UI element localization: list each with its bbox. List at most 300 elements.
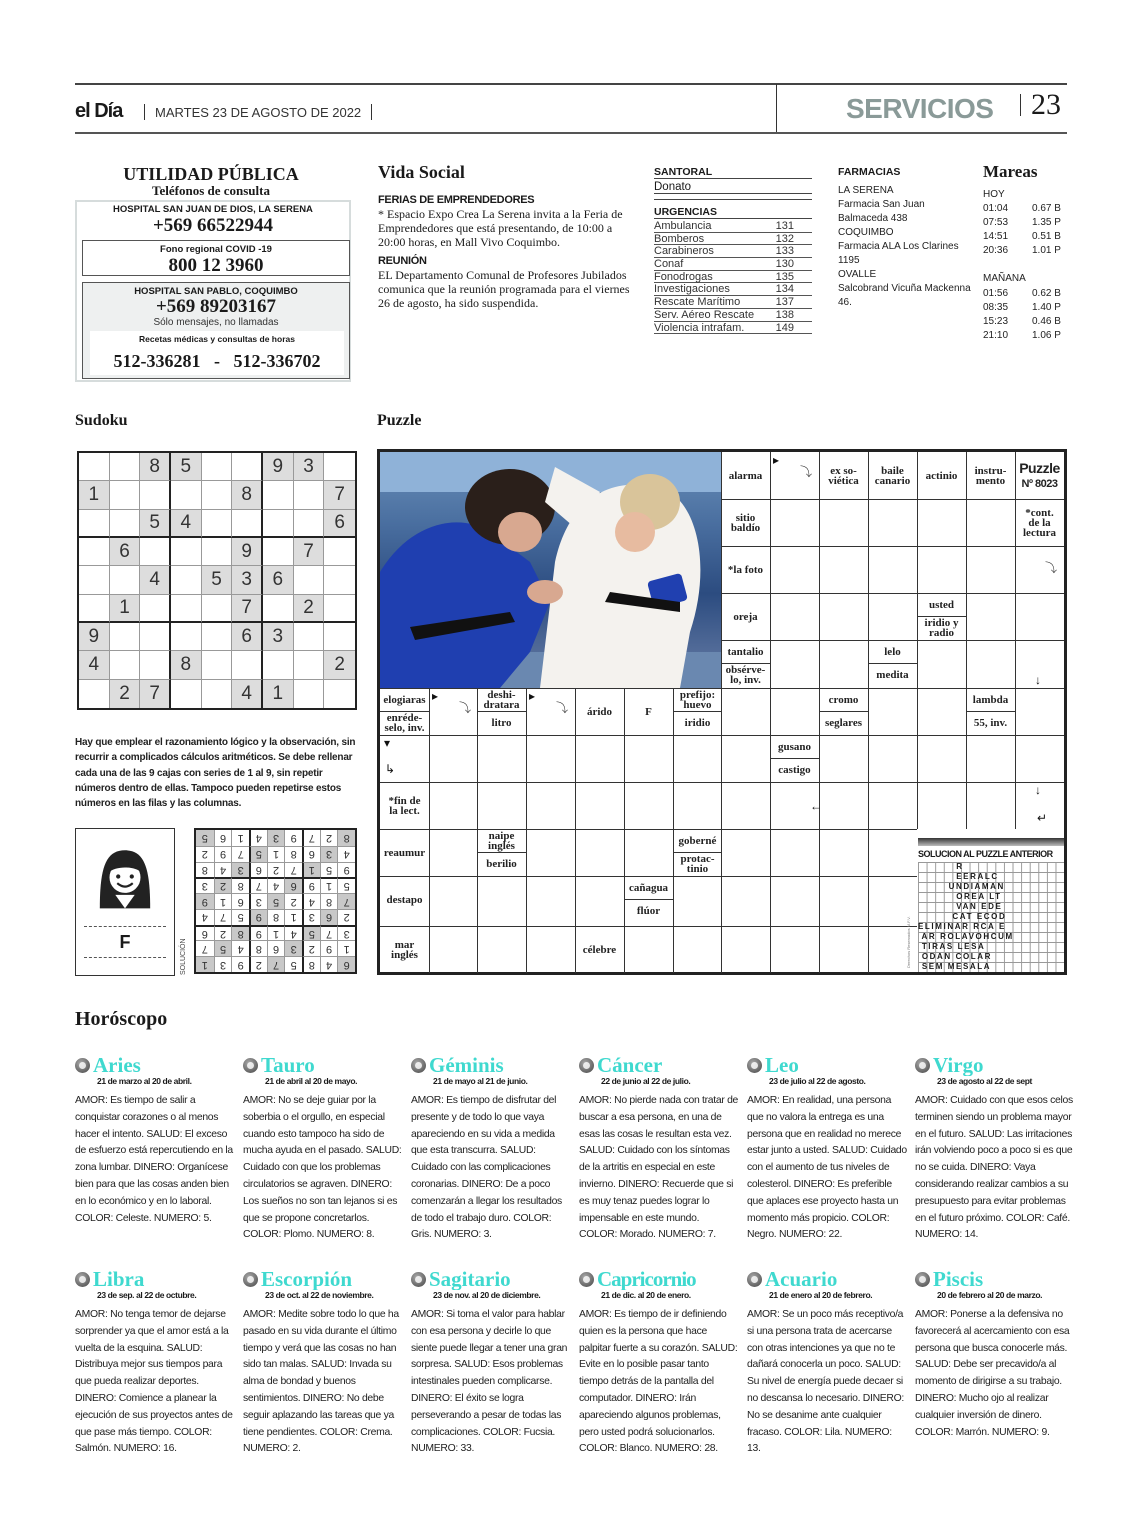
- solution-cell: 6: [267, 940, 285, 956]
- marea-value: 1.35 P: [1032, 217, 1061, 229]
- urgencia-name: Conaf: [654, 258, 684, 271]
- clue-celebre: célebre: [582, 943, 617, 956]
- solution-cell: 9: [284, 830, 302, 846]
- divider: [654, 199, 812, 200]
- marea-row: [983, 315, 1061, 329]
- solution-cell: 3: [320, 846, 338, 862]
- clue-lelo: lelo: [884, 646, 901, 658]
- solution-cell: 2: [320, 830, 338, 846]
- solution-cell: 1: [284, 909, 302, 925]
- sudoku-cell[interactable]: 4: [140, 566, 171, 594]
- covid-label: Fono regional COVID -19: [160, 244, 272, 255]
- clue-mar-ingles: mar inglés: [391, 938, 418, 961]
- urgencia-number: 137: [775, 296, 794, 309]
- sudoku-cell[interactable]: 1: [79, 481, 110, 509]
- hospital2-label: HOSPITAL SAN PABLO, COQUIMBO: [134, 286, 298, 297]
- marea-time: 15:23: [983, 315, 1009, 327]
- horoscope-sign: [579, 1268, 739, 1458]
- covid-phone: 800 12 3960: [168, 255, 264, 276]
- farmacia-line: Farmacia San Juan: [838, 199, 925, 210]
- sudoku-cell[interactable]: 9: [79, 623, 110, 651]
- sudoku-cell[interactable]: 9: [263, 453, 294, 481]
- vida-social-column: [378, 193, 634, 315]
- solution-cell: 9: [249, 925, 267, 941]
- sudoku-cell[interactable]: 7: [324, 481, 355, 509]
- sudoku-cell[interactable]: 3: [294, 453, 325, 481]
- sudoku-cell[interactable]: [202, 453, 233, 481]
- sudoku-cell[interactable]: [232, 453, 263, 481]
- marea-value: 0.67 B: [1032, 203, 1061, 215]
- urgencia-number: 132: [775, 232, 794, 245]
- sudoku-cell[interactable]: 2: [110, 680, 141, 708]
- sign-header: [747, 1054, 907, 1076]
- sudoku-cell[interactable]: 6: [232, 623, 263, 651]
- hospital1-phone: +569 66522944: [152, 215, 274, 236]
- sudoku-cell[interactable]: 2: [324, 651, 355, 679]
- clue-prefijo-huevo: prefijo: huevo: [679, 689, 716, 711]
- sudoku-cell[interactable]: [202, 680, 233, 708]
- sudoku-cell[interactable]: [79, 566, 110, 594]
- sign-dates: 23 de sep. al 22 de octubre.: [97, 1290, 197, 1300]
- sign-name: Capricornio: [597, 1268, 696, 1290]
- marea-row: [983, 202, 1061, 216]
- clue-cont-lectura: *cont. de la lectura: [1023, 506, 1056, 539]
- solution-cell: 7: [284, 862, 302, 878]
- sudoku-cell[interactable]: 4: [171, 510, 202, 538]
- hospital2-note: Sólo mensajes, no llamadas: [153, 317, 279, 328]
- grid-line: [429, 688, 430, 973]
- sign-header: [411, 1054, 571, 1076]
- clue-oreja: oreja: [733, 610, 758, 623]
- sudoku-cell[interactable]: [140, 481, 171, 509]
- arrow-down-icon: ▾: [384, 736, 391, 750]
- sign-text: AMOR: Cuidado con que esos celos terminen siendo un problema mayor en el futuro. SALUD: Las irritaciones irán volviendo poco a poco si es que no se cuida. DINERO: Vaya considerando realizar cambios a su presupuesto para evitar problemas en el futuro próximo. COLOR: Café. NUMERO: 14.: [915, 1095, 1073, 1241]
- solution-cell: 4: [231, 940, 249, 956]
- solution-cell: 8: [249, 940, 267, 956]
- clue-instrumento: instru- mento: [974, 464, 1007, 487]
- urgencia-number: 149: [775, 321, 794, 334]
- solution-cell: 4: [214, 862, 232, 878]
- farmacia-line: Farmacia ALA Los Clarines: [838, 241, 959, 252]
- solution-cell: 4: [249, 830, 267, 846]
- sudoku-cell[interactable]: 8: [140, 453, 171, 481]
- sign-name: Acuario: [765, 1268, 838, 1290]
- urgencia-name: Carabineros: [654, 245, 714, 258]
- sudoku-cell[interactable]: 6: [263, 566, 294, 594]
- solution-cell: 2: [267, 862, 285, 878]
- sign-dates: 21 de dic. al 20 de enero.: [601, 1290, 691, 1300]
- marea-time: 01:56: [983, 287, 1009, 299]
- header-divider: [776, 84, 777, 132]
- sign-name: Géminis: [429, 1054, 504, 1076]
- sudoku-cell[interactable]: [202, 651, 233, 679]
- sudoku-cell[interactable]: [171, 595, 202, 623]
- sudoku-cell[interactable]: [79, 453, 110, 481]
- solution-cell: 1: [267, 846, 285, 862]
- sudoku-cell[interactable]: 3: [263, 623, 294, 651]
- solution-cell: 1: [214, 893, 232, 909]
- puzzle-badge-number: Nº 8023: [1021, 478, 1058, 490]
- sudoku-cell[interactable]: 5: [171, 453, 202, 481]
- horoscope-sign: [915, 1268, 1075, 1441]
- marea-row: [983, 216, 1061, 230]
- sudoku-cell[interactable]: [324, 680, 355, 708]
- solution-cell: 3: [284, 940, 302, 956]
- farmacia-line: 46.: [838, 297, 852, 308]
- gemini-icon: [411, 1058, 426, 1073]
- sign-text: AMOR: Medite sobre todo lo que ha pasado en su vida durante el último tiempo y verá que las cosas no han sido tan malas. SALUD: Invada su alma de bondad y buenos sentimientos. DINERO: No debe seguir aplazando las tareas que ya tiene pendientes. COLOR: Crema. NUMERO: 2.: [243, 1309, 399, 1455]
- sudoku-cell[interactable]: [324, 538, 355, 566]
- solution-cell: 7: [320, 925, 338, 941]
- solution-cell: 6: [284, 877, 302, 893]
- sudoku-cell[interactable]: [202, 623, 233, 651]
- grid-line: [721, 663, 770, 664]
- arrow-right-icon: ▸: [529, 689, 536, 703]
- sudoku-cell[interactable]: [140, 651, 171, 679]
- marea-row: [983, 287, 1061, 301]
- sudoku-cell[interactable]: [324, 453, 355, 481]
- sudoku-cell[interactable]: [171, 680, 202, 708]
- farmacia-line: LA SERENA: [838, 185, 894, 196]
- clue-destapo: destapo: [386, 893, 423, 906]
- sign-header: [411, 1268, 571, 1290]
- mareas-hoy-label: HOY: [983, 189, 1005, 200]
- horoscope-sign: [243, 1268, 403, 1458]
- grid-line: [380, 711, 429, 712]
- solution-cell: 3: [267, 830, 285, 846]
- grid-line: [673, 711, 721, 712]
- covid-box: [82, 240, 350, 276]
- sudoku-cell[interactable]: 1: [263, 680, 294, 708]
- solution-cell: 3: [302, 909, 320, 925]
- sudoku-cell[interactable]: [140, 623, 171, 651]
- solution-cell: 5: [249, 846, 267, 862]
- solution-cell: 5: [196, 830, 214, 846]
- horoscope-sign: [411, 1054, 571, 1244]
- libra-icon: [75, 1272, 90, 1287]
- arrow-down-icon: ↓: [1035, 673, 1041, 687]
- newspaper-logo: el Día: [75, 100, 123, 122]
- solution-cell: 5: [284, 956, 302, 972]
- grid-line: [477, 852, 526, 853]
- sudoku-grid[interactable]: [77, 451, 357, 710]
- marea-time: 01:04: [983, 203, 1009, 215]
- solution-cell: 5: [302, 925, 320, 941]
- urgencia-number: 134: [775, 283, 794, 296]
- sudoku-cell[interactable]: [324, 566, 355, 594]
- marea-row: [983, 329, 1061, 343]
- sudoku-cell[interactable]: [110, 623, 141, 651]
- urgencia-number: 130: [775, 258, 794, 271]
- sudoku-cell[interactable]: [263, 651, 294, 679]
- solution-cell: 2: [337, 909, 355, 925]
- clue-litro: litro: [491, 717, 512, 729]
- scorpio-icon: [243, 1272, 258, 1287]
- solution-cell: 8: [284, 846, 302, 862]
- leo-icon: [747, 1058, 762, 1073]
- sudoku-cell[interactable]: [263, 481, 294, 509]
- sign-header: [75, 1054, 235, 1076]
- sudoku-cell[interactable]: 7: [294, 538, 325, 566]
- sudoku-cell[interactable]: [202, 538, 233, 566]
- clue-la-foto: *la foto: [727, 563, 764, 576]
- solution-cell: 5: [267, 893, 285, 909]
- grid-line: [770, 758, 819, 759]
- clue-fluor: flúor: [636, 905, 661, 917]
- sudoku-cell[interactable]: [294, 651, 325, 679]
- sudoku-cell[interactable]: [110, 481, 141, 509]
- sign-header: [579, 1268, 739, 1290]
- solution-label: SOLUCIÓN: [180, 938, 187, 975]
- grid-line: [526, 688, 527, 973]
- sudoku-cell[interactable]: [202, 595, 233, 623]
- sign-name: Leo: [765, 1054, 799, 1076]
- virgo-icon: [915, 1058, 930, 1073]
- sign-header: [915, 1268, 1075, 1290]
- solution-cell: 4: [302, 893, 320, 909]
- urgencia-name: Serv. Aéreo Rescate: [654, 308, 755, 321]
- sudoku-cell[interactable]: 1: [110, 595, 141, 623]
- grid-line: [380, 782, 1064, 783]
- clue-tantalio: tantalio: [727, 646, 764, 658]
- urgencia-name: Investigaciones: [654, 283, 730, 296]
- sudoku-cell[interactable]: [140, 538, 171, 566]
- urgencia-number: 133: [775, 245, 794, 258]
- clue-naipe-ingles: naipe inglés: [488, 830, 515, 852]
- sudoku-cell[interactable]: [294, 510, 325, 538]
- urgencia-row: [654, 322, 812, 335]
- issue-date: MARTES 23 DE AGOSTO DE 2022: [155, 104, 362, 120]
- sudoku-cell[interactable]: 2: [294, 595, 325, 623]
- vida-social-heading: REUNIÓN: [378, 255, 427, 267]
- urgencias-heading: URGENCIAS: [654, 206, 812, 219]
- clue-canagua: cañagua: [628, 882, 669, 894]
- clue-gusano: gusano: [777, 741, 812, 753]
- solution-cell: 9: [320, 940, 338, 956]
- sudoku-cell[interactable]: [79, 680, 110, 708]
- solution-cell: 9: [249, 909, 267, 925]
- urgencia-number: 131: [775, 220, 794, 232]
- clue-castigo: castigo: [778, 764, 811, 776]
- sudoku-cell[interactable]: 9: [232, 538, 263, 566]
- sudoku-cell[interactable]: [140, 595, 171, 623]
- sudoku-cell[interactable]: [110, 510, 141, 538]
- sudoku-cell[interactable]: 4: [79, 651, 110, 679]
- sign-name: Virgo: [933, 1054, 984, 1076]
- sign-dates: 20 de febrero al 20 de marzo.: [937, 1290, 1043, 1300]
- clue-iridio-radio: iridio y radio: [924, 617, 959, 639]
- puzzle-title: Puzzle: [377, 412, 422, 429]
- solution-cell: 8: [196, 862, 214, 878]
- solution-cell: 3: [249, 893, 267, 909]
- sign-text: AMOR: Es tiempo de salir a conquistar corazones o al menos hacer el intento. SALUD: El exceso de esfuerzo está repercutiendo en la zona lumbar. DINERO: Organícese bien para que las cosas anden bien en lo económico y en lo laboral. COLOR: Celeste. NUMERO: 5.: [75, 1095, 233, 1224]
- solution-cell: 1: [302, 862, 320, 878]
- mareas-title: Mareas: [983, 162, 1038, 181]
- urgencia-row: [654, 258, 812, 271]
- sudoku-cell[interactable]: [79, 510, 110, 538]
- sign-dates: 23 de agosto al 22 de sept: [937, 1076, 1032, 1086]
- sign-dates: 23 de julio al 22 de agosto.: [769, 1076, 866, 1086]
- sudoku-cell[interactable]: [232, 651, 263, 679]
- mareas-manana: [983, 287, 1061, 343]
- clue-berilio: berilio: [486, 858, 517, 870]
- horoscope-sign: [411, 1268, 571, 1458]
- clue-goberne: goberné: [678, 835, 717, 847]
- clue-lambda: lambda: [972, 694, 1009, 706]
- clue-actinio: actinio: [925, 469, 958, 482]
- sudoku-cell[interactable]: [294, 566, 325, 594]
- sign-name: Aries: [93, 1054, 141, 1076]
- sudoku-cell[interactable]: [263, 538, 294, 566]
- arrow-left-icon: ←: [810, 799, 822, 813]
- sign-name: Sagitario: [429, 1268, 511, 1290]
- solution-cell: 7: [249, 877, 267, 893]
- sign-header: [747, 1268, 907, 1290]
- sudoku-cell[interactable]: [294, 680, 325, 708]
- section-title: SERVICIOS: [846, 93, 994, 124]
- arrow-down-icon: ⤵: [556, 701, 569, 715]
- utilidad-title: UTILIDAD PÚBLICA: [123, 164, 299, 184]
- mareas-manana-label: MAÑANA: [983, 273, 1026, 285]
- horoscope-title: Horóscopo: [75, 1008, 168, 1030]
- solution-cell: 3: [196, 877, 214, 893]
- grid-line: [624, 899, 673, 900]
- sudoku-cell[interactable]: 7: [232, 595, 263, 623]
- sudoku-instructions: Hay que emplear el razonamiento lógico y la observación, sin recurrir a complicados cálculos aritméticos. Se debe rellenar cada una de las 9 cajas con series de 1 al 9, sin repetir números dentro de ellas. Tampoco pueden repetirse estos números en las filas y las columnas.: [75, 737, 356, 810]
- vida-social-text: EL Departamento Comunal de Profesores Jubilados comunica que la reunión programada para el viernes 26 de agosto, ha sido suspendida.: [378, 268, 630, 310]
- marea-time: 08:35: [983, 301, 1009, 313]
- separator: [144, 104, 145, 120]
- solution-cell: 2: [196, 846, 214, 862]
- sign-dates: 21 de abril al 20 de mayo.: [265, 1076, 358, 1086]
- sign-dates: 21 de marzo al 20 de abril.: [97, 1076, 192, 1086]
- sudoku-cell[interactable]: 6: [110, 538, 141, 566]
- clue-deshidratara: deshi- dratara: [483, 689, 520, 711]
- sudoku-cell[interactable]: [79, 538, 110, 566]
- sudoku-cell[interactable]: [171, 481, 202, 509]
- solution-cell: 5: [214, 940, 232, 956]
- arrow-corner-icon: ↳: [385, 762, 396, 776]
- grid-line: [721, 499, 1064, 500]
- sudoku-cell[interactable]: 7: [140, 680, 171, 708]
- sign-text: AMOR: Se un poco más receptivo/a si una persona trata de acercarse con otras intenciones ya que no te dañará conocerla un poco. SALUD: Su nivel de energía puede decaer si no descansa lo necesario. DINERO: No se desanime ante cualquier fracaso. COLOR: Lila. NUMERO: 13.: [747, 1309, 905, 1455]
- solution-cell: 1: [231, 830, 249, 846]
- sudoku-cell[interactable]: 5: [140, 510, 171, 538]
- header-top-rule: [75, 83, 1067, 85]
- clue-f: F: [645, 705, 652, 718]
- solution-cell: 7: [214, 909, 232, 925]
- vida-social-title: Vida Social: [378, 162, 465, 182]
- urgencia-row: [654, 220, 812, 233]
- sudoku-cell[interactable]: [324, 595, 355, 623]
- pisces-icon: [915, 1272, 930, 1287]
- sign-text: AMOR: Es tiempo de ir definiendo quien es la persona que hace palpitar fuerte a su corazón. SALUD: Evite en lo posible pasar tanto tiempo detrás de la pantalla del computador. DINERO: Irán apareciendo algunos problemas, pero usted podrá solucionarlos. COLOR: Blanco. NUMERO: 28.: [579, 1309, 738, 1455]
- sudoku-cell[interactable]: [79, 595, 110, 623]
- solution-cell: 6: [196, 925, 214, 941]
- solution-cell: 7: [196, 940, 214, 956]
- solution-cell: 4: [320, 956, 338, 972]
- solution-cell: 2: [214, 877, 232, 893]
- sudoku-cell[interactable]: [171, 566, 202, 594]
- solution-cell: 9: [302, 877, 320, 893]
- urgencia-name: Rescate Marítimo: [654, 296, 741, 309]
- grid-line: [819, 711, 868, 712]
- sudoku-cell[interactable]: [171, 623, 202, 651]
- sudoku-cell[interactable]: 8: [171, 651, 202, 679]
- copyright-note: Derechos Reservados M.F.V.: [906, 916, 911, 968]
- grid-line: [380, 829, 917, 830]
- sudoku-cell[interactable]: [202, 510, 233, 538]
- sudoku-cell[interactable]: [263, 510, 294, 538]
- solution-cell: 6: [320, 909, 338, 925]
- solution-cell: 7: [302, 830, 320, 846]
- separator: [371, 104, 372, 120]
- clue-elogiaras: elogiaras: [383, 694, 426, 706]
- sudoku-cell[interactable]: 4: [232, 680, 263, 708]
- solution-cell: 6: [214, 830, 232, 846]
- solution-cell: 6: [249, 862, 267, 878]
- sudoku-cell[interactable]: 5: [202, 566, 233, 594]
- marea-value: 1.06 P: [1032, 329, 1061, 341]
- sudoku-cell[interactable]: [263, 595, 294, 623]
- sudoku-cell[interactable]: [171, 538, 202, 566]
- mareas-table: [983, 188, 1061, 343]
- urgencia-row: [654, 309, 812, 322]
- solution-cell: 5: [337, 877, 355, 893]
- solution-cell: 6: [231, 893, 249, 909]
- avatar-letter: F: [119, 932, 131, 952]
- capricorn-icon: [579, 1272, 594, 1287]
- sudoku-cell[interactable]: 8: [232, 481, 263, 509]
- grid-line: [868, 452, 869, 973]
- solution-cell: 2: [214, 925, 232, 941]
- sudoku-cell[interactable]: [232, 510, 263, 538]
- sudoku-cell[interactable]: [110, 453, 141, 481]
- marea-value: 1.40 P: [1032, 301, 1061, 313]
- farmacias-heading: FARMACIAS: [838, 166, 901, 178]
- solution-cell: 3: [231, 862, 249, 878]
- marea-time: 14:51: [983, 231, 1009, 243]
- girl-avatar-icon: [76, 829, 174, 921]
- sudoku-cell[interactable]: [324, 623, 355, 651]
- solution-cell: 8: [267, 909, 285, 925]
- sign-text: AMOR: No se deje guiar por la soberbia o el orgullo, en especial cuando esto tampoco ha sido de mucha ayuda en el pasado. SALUD: Cuidado con que los problemas circulatorios se agraven. DINERO: Los sueños no son tan lejanos si es que se propone concretarlos. COLOR: Plomo. NUMERO: 8.: [243, 1095, 402, 1241]
- sudoku-cell[interactable]: [110, 651, 141, 679]
- sign-header: [75, 1268, 235, 1290]
- arrow-down-icon: ⤵: [800, 465, 813, 479]
- marea-time: 20:36: [983, 245, 1009, 257]
- page-number-wrap: [1020, 88, 1061, 122]
- sign-text: AMOR: Ponerse a la defensiva no favorecerá al acercamiento con esa persona que busca conocerle más. SALUD: Debe ser precavido/a al momento de dirigirse a su trabajo. DINERO: Mucho ojo al realizar cualquier inversión de dinero. COLOR: Marrón. NUMERO: 9.: [915, 1309, 1070, 1438]
- sign-dates: 21 de mayo al 21 de junio.: [433, 1076, 528, 1086]
- issue-date-wrap: [134, 104, 382, 120]
- sudoku-cell[interactable]: [294, 481, 325, 509]
- clue-arido: árido: [586, 705, 613, 718]
- urgencia-row: [654, 245, 812, 258]
- avatar-card: [75, 828, 175, 976]
- sudoku-cell[interactable]: [202, 481, 233, 509]
- urgencia-row: [654, 271, 812, 284]
- marea-value: 1.01 P: [1032, 245, 1061, 257]
- arrow-right-icon: ▸: [432, 689, 439, 703]
- arrow-down-icon: ↓: [1035, 783, 1041, 797]
- farmacia-line: OVALLE: [838, 269, 877, 280]
- horoscope-sign: [747, 1054, 907, 1244]
- sudoku-cell[interactable]: 3: [232, 566, 263, 594]
- sudoku-cell[interactable]: [110, 566, 141, 594]
- sudoku-cell[interactable]: [294, 623, 325, 651]
- sudoku-cell[interactable]: 6: [324, 510, 355, 538]
